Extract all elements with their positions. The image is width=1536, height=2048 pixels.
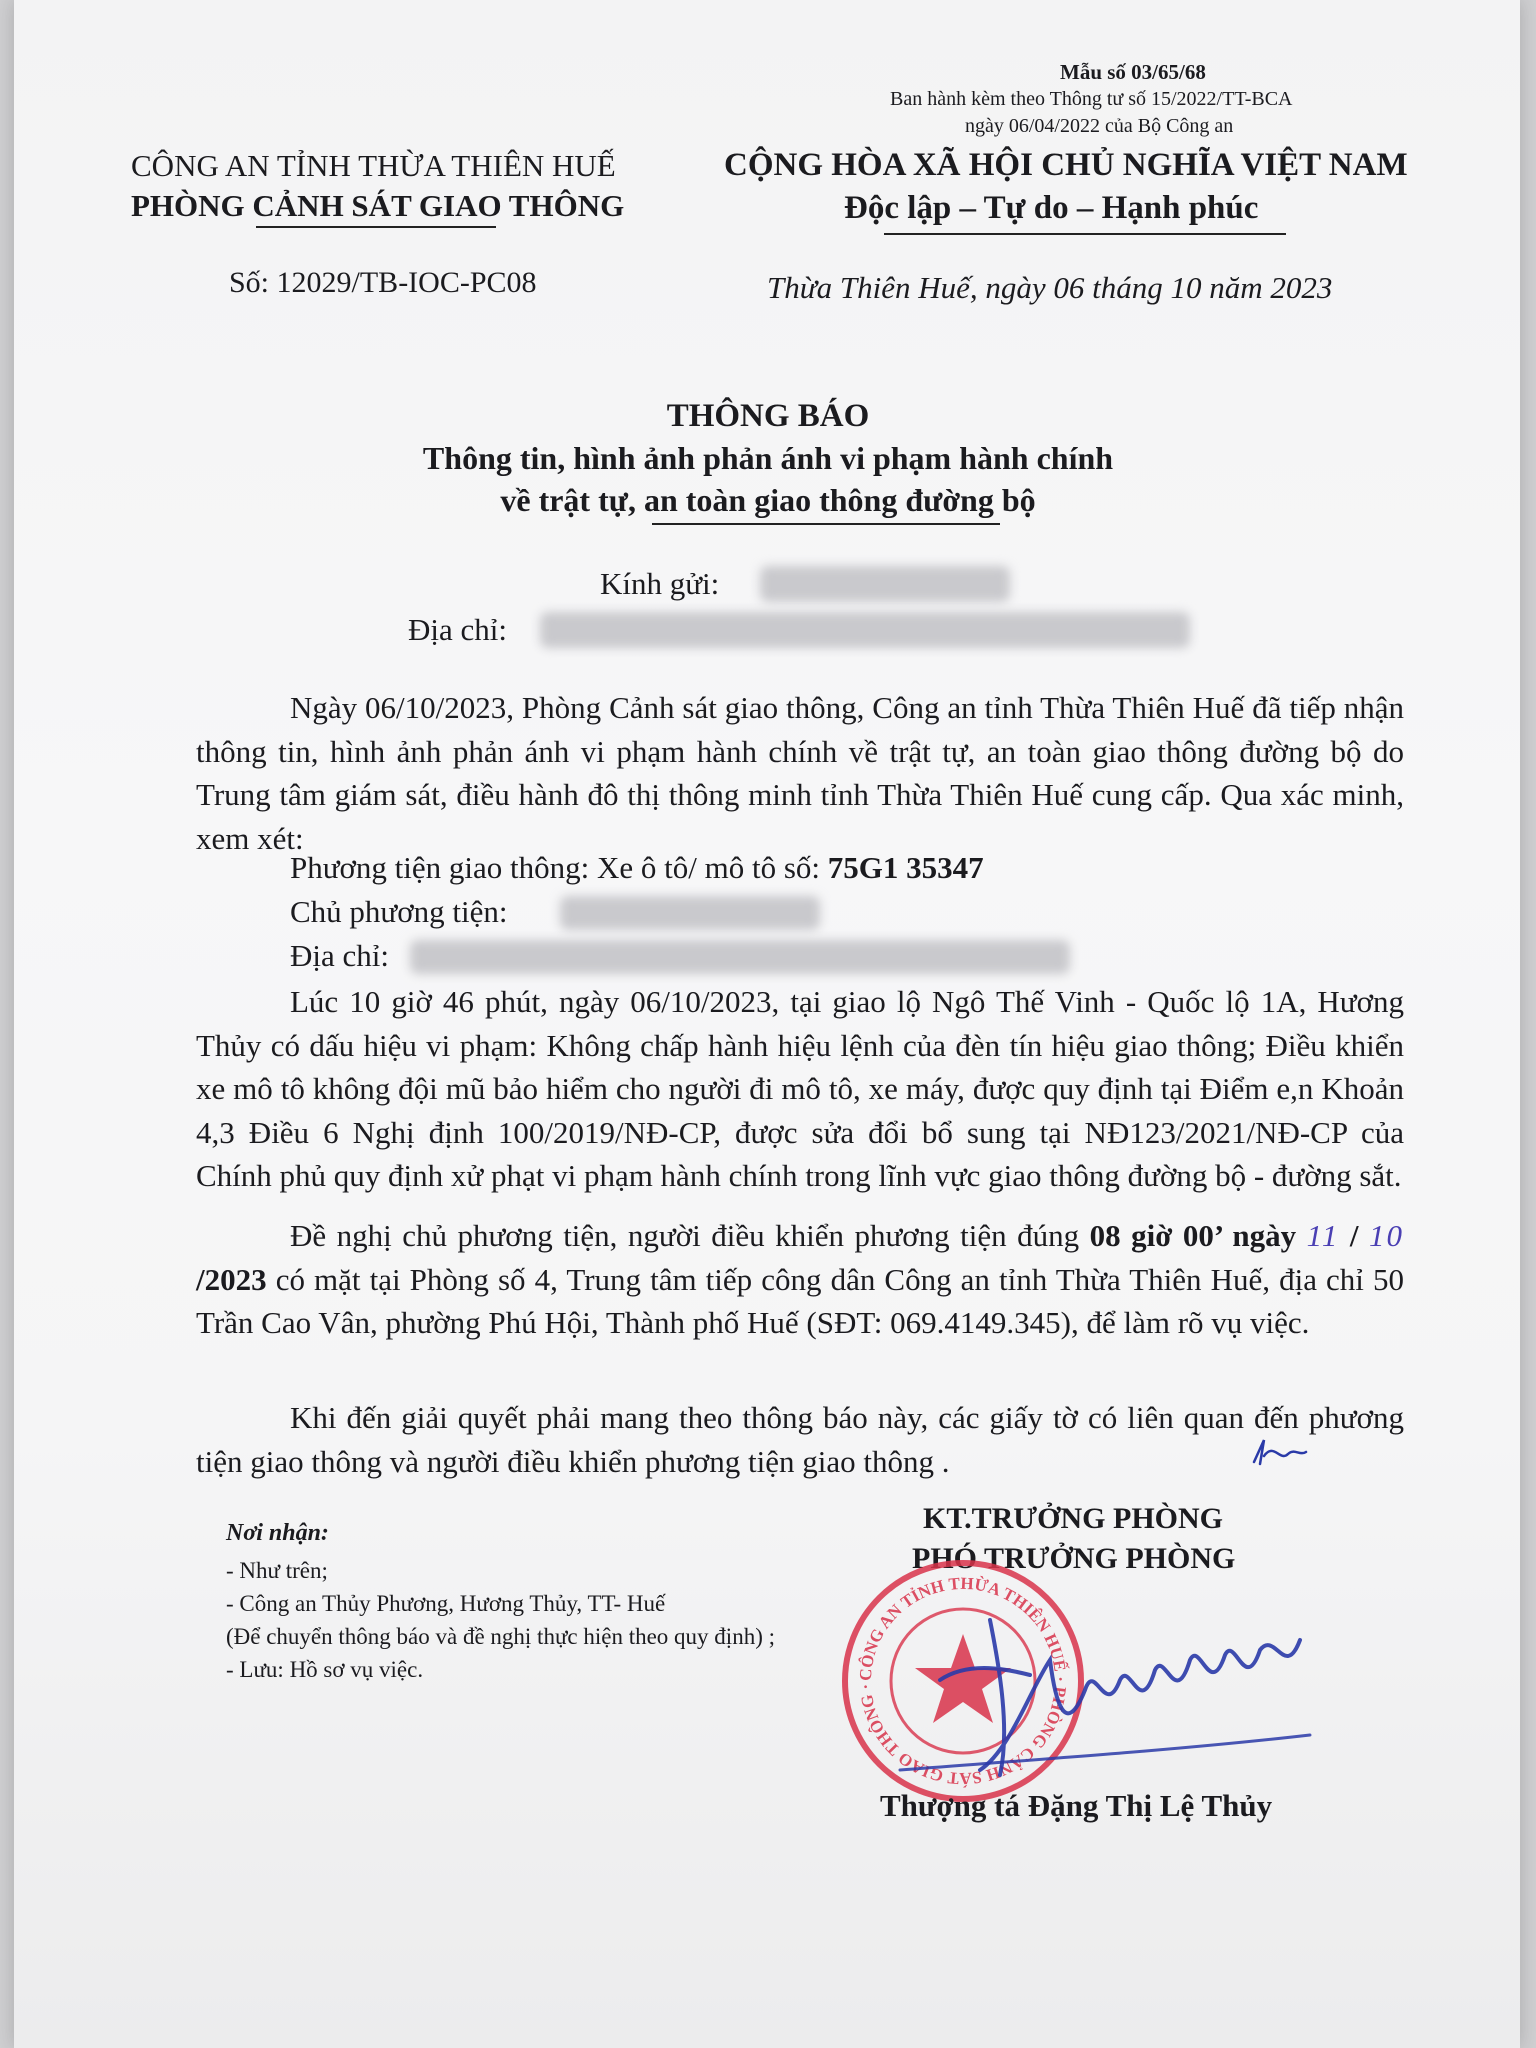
paragraph-summons — [196, 1214, 1404, 1345]
owner-address-line — [290, 938, 389, 974]
svg-text:CÔNG AN TỈNH THỪA THIÊN HUẾ ·: CÔNG AN TỈNH THỪA THIÊN HUẾ · PHÒNG CẢNH SÁT GIAO THÔNG · — [855, 1573, 1071, 1789]
agency-name: CÔNG AN TỈNH THỪA THIÊN HUẾ — [131, 148, 616, 183]
vehicle-line — [290, 850, 984, 886]
redacted-owner-address — [410, 940, 1070, 974]
document-subtitle-line1: Thông tin, hình ảnh phản ánh vi phạm hành chính — [422, 440, 1114, 476]
recipients-heading: Nơi nhận: — [226, 1520, 329, 1546]
recipient-item: (Để chuyển thông báo và đề nghị thực hiện theo quy định) ; — [226, 1624, 776, 1649]
document-number: Số: 12029/TB-IOC-PC08 — [229, 266, 537, 299]
form-note-line1: Ban hành kèm theo Thông tư số 15/2022/TT-BCA — [890, 88, 1293, 110]
owner-address-label: Địa chỉ: — [290, 938, 389, 973]
summons-text-rest: có mặt tại Phòng số 4, Trung tâm tiếp công dân Công an tỉnh Thừa Thiên Huế, địa chỉ 50 Trần Cao Vân, phường Phú Hội, Thành phố Huế (SĐT: 069.4149.345), để làm rõ vụ việc. — [196, 1261, 1404, 1340]
subtitle-underline — [652, 523, 1000, 525]
recipient-item: - Lưu: Hồ sơ vụ việc. — [226, 1657, 424, 1682]
paragraph-intro: Ngày 06/10/2023, Phòng Cảnh sát giao thông, Công an tỉnh Thừa Thiên Huế đã tiếp nhận thông tin, hình ảnh phản ánh vi phạm hành chính về trật tự, an toàn giao thông đường bộ do Trung tâm giám sát, điều hành đô thị thông minh tỉnh Thừa Thiên Huế cung cấp. Qua xác minh, xem xét: — [196, 690, 1404, 856]
department-name: PHÒNG CẢNH SÁT GIAO THÔNG — [131, 188, 625, 223]
motto-underline — [884, 233, 1286, 235]
recipients-list — [226, 1554, 806, 1686]
owner-line — [290, 894, 507, 930]
paragraph-instructions: Khi đến giải quyết phải mang theo thông báo này, các giấy tờ có liên quan đến phương tiện giao thông và người điều khiển phương tiện giao thông . — [196, 1400, 1404, 1479]
summons-text-start: Đề nghị chủ phương tiện, người điều khiển phương tiện đúng — [290, 1218, 1090, 1253]
document-title: THÔNG BÁO — [666, 398, 870, 434]
vehicle-plate: 75G1 35347 — [827, 850, 984, 885]
national-motto: Độc lập – Tự do – Hạnh phúc — [844, 190, 1259, 226]
document-subtitle-line2: về trật tự, an toàn giao thông đường bộ — [500, 482, 1036, 518]
handwritten-month: 10 — [1368, 1218, 1404, 1253]
handwritten-day: 11 — [1306, 1218, 1340, 1253]
signer-role-line2: PHÓ TRƯỞNG PHÒNG — [912, 1542, 1236, 1575]
summons-time: 08 giờ 00’ ngày — [1089, 1218, 1307, 1253]
national-title: CỘNG HÒA XÃ HỘI CHỦ NGHĨA VIỆT NAM — [724, 147, 1408, 183]
owner-label: Chủ phương tiện: — [290, 894, 508, 929]
vehicle-label: Phương tiện giao thông: Xe ô tô/ mô tô số: — [290, 850, 828, 885]
redacted-recipient-address — [540, 612, 1190, 648]
summons-year: /2023 — [196, 1261, 267, 1297]
recipient-label: Kính gửi: — [600, 566, 720, 601]
form-reference: Mẫu số 03/65/68 — [1060, 60, 1206, 84]
form-note-line2: ngày 06/04/2022 của Bộ Công an — [965, 115, 1234, 137]
date-separator: / — [1339, 1218, 1369, 1253]
agency-underline — [256, 226, 496, 228]
paragraph-violation: Lúc 10 giờ 46 phút, ngày 06/10/2023, tại giao lộ Ngô Thế Vinh - Quốc lộ 1A, Hương Thủy có dấu hiệu vi phạm: Không chấp hành hiệu lệnh của đèn tín hiệu giao thông; Điều khiển xe mô tô không đội mũ bảo hiểm cho người đi mô tô, xe máy, được quy định tại Điểm e,n Khoản 4,3 Điều 6 Nghị định 100/2019/NĐ-CP, được sửa đổi bổ sung tại NĐ123/2021/NĐ-CP của Chính phủ quy định xử phạt vi phạm hành chính trong lĩnh vực giao thông đường bộ - đường sắt. — [196, 984, 1404, 1193]
address-label: Địa chỉ: — [408, 612, 507, 647]
recipient-item: - Công an Thủy Phương, Hương Thủy, TT- Huế — [226, 1591, 666, 1616]
handwritten-signature — [880, 1600, 1320, 1800]
signer-role-line1: KT.TRƯỞNG PHÒNG — [923, 1502, 1223, 1535]
place-and-date: Thừa Thiên Huế, ngày 06 tháng 10 năm 2023 — [767, 270, 1333, 305]
recipient-item: - Như trên; — [226, 1558, 328, 1583]
handwritten-initial-mark — [1250, 1432, 1310, 1472]
redacted-owner-name — [560, 896, 820, 930]
redacted-recipient-name — [760, 566, 1010, 602]
signer-name: Thượng tá Đặng Thị Lệ Thủy — [880, 1788, 1273, 1823]
